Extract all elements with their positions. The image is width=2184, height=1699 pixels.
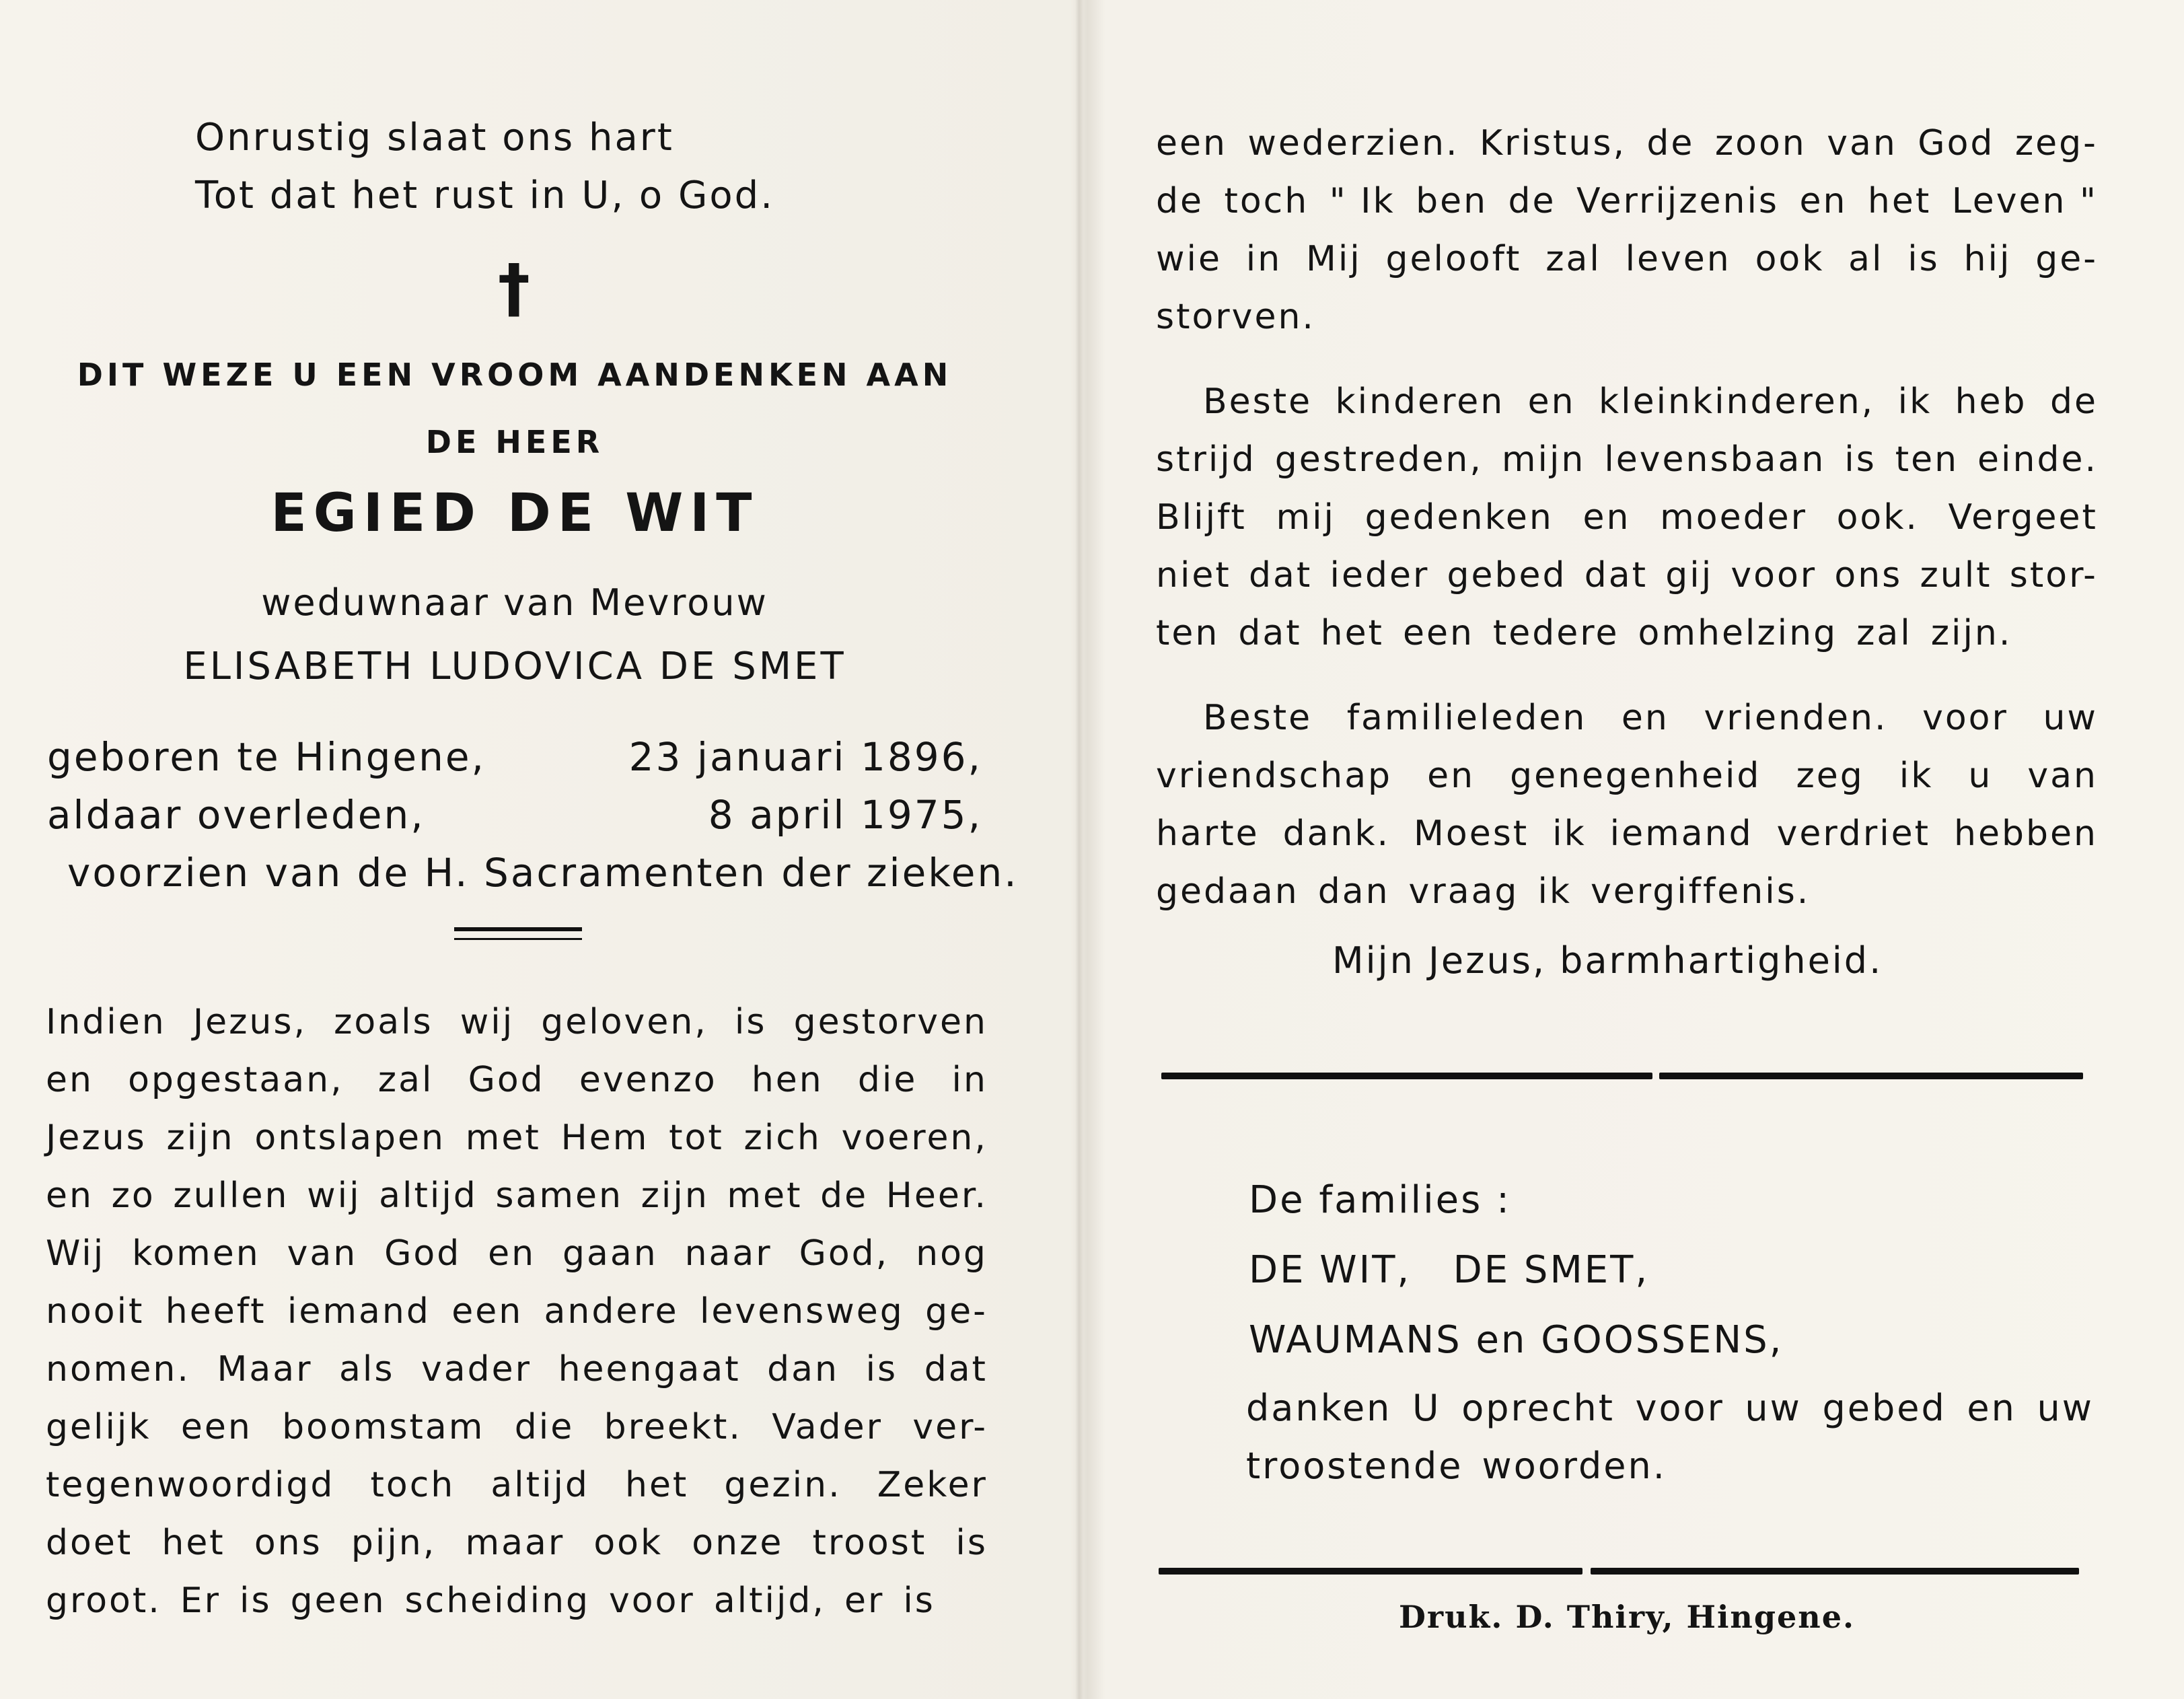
word: ieder [1330,555,1430,595]
paragraph-1 [1156,114,2098,346]
word: een [1156,123,1227,164]
life-dates [47,728,1019,902]
word: strijd [1156,439,1256,480]
word: zo [111,1176,155,1216]
word: omhelzing [1638,613,1838,653]
text-line [46,1167,988,1225]
word: heengaat [558,1349,741,1389]
word: het [161,1523,225,1563]
word: zal [377,1060,434,1100]
word: de [820,1176,869,1216]
text-line [1246,1379,2094,1437]
word: ben [1416,181,1488,221]
word: ten [1156,613,1220,653]
word: wij [307,1176,361,1216]
word: zijn [166,1118,235,1158]
death-label: aldaar overleden, [47,792,425,838]
spouse-name: ELISABETH LUDOVICA DE SMET [183,645,846,688]
word: ik [1552,814,1587,854]
death-row [47,786,982,844]
word: ons [254,1523,322,1563]
word: Heer. [885,1176,988,1216]
word: met [465,1118,541,1158]
word: hebben [1954,814,2098,854]
text-line [46,1225,988,1282]
word: nooit [46,1291,145,1332]
family-names: DE WIT, DE SMET, [1249,1248,1650,1292]
word: voor [1731,555,1817,595]
word: gebed [1822,1387,1946,1429]
birth-row [47,728,982,786]
text-line [1156,373,2098,431]
word: ons [1834,555,1903,595]
word: zullen [173,1176,289,1216]
text-line [46,1340,988,1398]
word: tot [669,1118,724,1158]
word: een [1402,613,1474,653]
word: ook [593,1523,663,1563]
word: ik [1537,871,1572,912]
word: Vergeet [1948,497,2098,538]
text-line [1156,172,2098,230]
word: woorden. [1482,1445,1667,1487]
word: God, [799,1233,889,1274]
word: groot. [46,1581,161,1621]
word: is [734,1002,767,1042]
word: Kristus, [1479,123,1626,164]
word: zijn. [1930,613,2012,653]
text-line [1156,689,2098,747]
paragraph-3 [1156,689,2098,920]
paragraph-2 [1156,373,2098,662]
text-line [1156,805,2098,863]
word: al [1848,239,1884,279]
word: vraag [1408,871,1519,912]
word: levensweg [699,1291,904,1332]
word: vriendschap [1156,756,1393,796]
word: Leven " [1951,181,2098,221]
word: dat [1249,555,1313,595]
birth-date: 23 januari 1896, [628,734,982,780]
word: gedaan [1156,871,1299,912]
text-line [1156,114,2098,172]
word: Jezus [46,1118,147,1158]
word: maar [465,1523,565,1563]
word: God [1918,123,1995,164]
word: nog [916,1233,988,1274]
word: en [1427,756,1476,796]
word: dat [924,1349,988,1389]
word: Indien [46,1002,166,1042]
word: Beste [1203,698,1313,738]
word: altijd [379,1176,478,1216]
deceased-name: EGIED DE WIT [270,483,759,544]
word: ver- [912,1407,988,1447]
word: wederzien. [1247,123,1459,164]
word: mij [1276,497,1336,538]
word: Vader [772,1407,883,1447]
text-line [1156,863,2098,920]
word: ten [1895,439,1959,480]
word: de [1646,123,1695,164]
word: altijd, [713,1581,826,1621]
word: met [727,1176,803,1216]
word: en [488,1233,536,1274]
text-line [46,993,988,1051]
word: zich [743,1118,822,1158]
word: is [903,1581,935,1621]
word: troostende [1246,1445,1463,1487]
word: zal [1856,613,1912,653]
word: levensbaan [1604,439,1826,480]
families-block [1249,1165,1783,1375]
word: uw [2037,1387,2094,1429]
word: ook. [1836,497,1919,538]
word: nomen. [46,1349,190,1389]
divider-rule [1161,1073,1652,1079]
word: en [1621,698,1669,738]
word: gaan [562,1233,658,1274]
word: dat [1238,613,1302,653]
word: tegenwoordigd [46,1465,335,1505]
word: als [339,1349,395,1389]
honorific: DE HEER [425,424,604,460]
word: van [1827,123,1897,164]
word: ge- [925,1291,988,1332]
word: gelooft [1385,239,1522,279]
word: een [451,1291,523,1332]
word: voor [1922,698,2008,738]
word: toch [370,1465,456,1505]
word: die [514,1407,575,1447]
text-line [1156,546,2098,604]
text-line [1156,230,2098,288]
word: zult [1920,555,1992,595]
word: zijn [641,1176,709,1216]
word: hij [1963,239,2012,279]
word: ik [1899,756,1934,796]
word: onze [692,1523,784,1563]
word: iemand [1609,814,1753,854]
word: kinderen [1335,382,1505,422]
word: Jezus, [192,1002,307,1042]
word: " Ik [1329,181,1395,221]
word: genegenheid [1510,756,1761,796]
printer-credit: Druk. D. Thiry, Hingene. [1398,1599,1856,1635]
word: is [865,1349,898,1389]
word: breekt. [604,1407,742,1447]
text-line [1156,747,2098,805]
word: is [1844,439,1877,480]
word: zeg [1796,756,1864,796]
family-names: WAUMANS en GOOSSENS, [1249,1318,1784,1362]
word: het [1867,181,1932,221]
text-line [1246,1437,2094,1495]
word: voor [1635,1387,1724,1429]
word: zoon [1714,123,1807,164]
word: de [2049,382,2098,422]
word: moeder [1660,497,1807,538]
word: uw [1745,1387,1802,1429]
word: dank. [1282,814,1391,854]
sacraments-line: voorzien van de H. Sacramenten der zieken. [67,850,1019,896]
divider-rule [1591,1568,2079,1575]
word: andere [544,1291,679,1332]
widower-line: weduwnaar van Mevrouw [261,581,768,624]
word: U [1412,1387,1441,1429]
word: God [468,1060,545,1100]
word: scheiding [404,1581,591,1621]
double-divider [454,927,582,942]
word: hen [751,1060,824,1100]
text-line [46,1456,988,1514]
word: voor [609,1581,695,1621]
word: vrienden. [1704,698,1888,738]
divider-rule [1159,1568,1582,1575]
text-line [46,1109,988,1167]
word: voeren, [841,1118,988,1158]
cross-icon: † [498,250,530,326]
word: oprecht [1461,1387,1615,1429]
word: naar [684,1233,772,1274]
text-line [46,1514,988,1572]
text-line [46,1572,988,1630]
text-line [1156,604,2098,662]
word: familieleden [1346,698,1587,738]
card-fold [1075,0,1083,1699]
word: en [1527,382,1576,422]
word: komen [132,1233,260,1274]
word: Moest [1414,814,1529,854]
word: gebed [1447,555,1567,595]
word: niet [1156,555,1231,595]
word: doet [46,1523,133,1563]
word: zoals [334,1002,433,1042]
death-date: 8 april 1975, [708,792,982,838]
text-line [1156,288,2098,346]
word: Wij [46,1233,106,1274]
word: ge- [2035,239,2098,279]
word: wij [460,1002,515,1042]
word: zal [1545,239,1601,279]
word: in [951,1060,988,1100]
word: het [1320,613,1384,653]
word: dat [1584,555,1648,595]
word: Blijft [1156,497,1247,538]
word: vergiffenis. [1591,871,1811,912]
word: geloven, [541,1002,708,1042]
text-line [46,1398,988,1456]
word: danken [1246,1387,1392,1429]
word: geen [290,1581,386,1621]
word: troost [812,1523,927,1563]
word: en [1582,497,1631,538]
word: stor- [2009,555,2098,595]
word: gezin. [724,1465,842,1505]
word: wie [1156,239,1222,279]
word: is [955,1523,988,1563]
word: er [844,1581,885,1621]
word: kleinkinderen, [1599,382,1875,422]
word: en [1967,1387,2016,1429]
word: heb [1955,382,2027,422]
word: Verrijzenis [1576,181,1780,221]
word: ook [1755,239,1825,279]
word: is [240,1581,272,1621]
word: gestorven [793,1002,988,1042]
word: zeg- [2014,123,2098,164]
word: storven. [1156,297,1315,337]
divider-rule [1659,1073,2083,1079]
word: pijn, [351,1523,437,1563]
text-line [46,1282,988,1340]
verse-line: Tot dat het rust in U, o God. [195,174,774,217]
word: en [46,1176,94,1216]
word: Er [180,1581,221,1621]
remembrance-heading: DIT WEZE U EEN VROOM AANDENKEN AAN [77,357,953,393]
word: u [1968,756,1993,796]
word: God [384,1233,462,1274]
families-label: De families : [1249,1178,1511,1222]
word: ik [1897,382,1932,422]
word: van [287,1233,358,1274]
word: heeft [165,1291,266,1332]
word: gedenken [1364,497,1554,538]
word: leven [1625,239,1731,279]
word: van [2027,756,2098,796]
word: altijd [490,1465,589,1505]
word: gij [1665,555,1714,595]
word: toch [1224,181,1309,221]
text-line [1156,431,2098,489]
word: samen [495,1176,623,1216]
word: opgestaan, [128,1060,344,1100]
word: dan [1317,871,1390,912]
word: Mij [1305,239,1362,279]
opening-verse [195,109,774,225]
word: gestreden, [1274,439,1483,480]
closing-prayer: Mijn Jezus, barmhartigheid. [1332,939,1883,982]
word: het [624,1465,689,1505]
word: mijn [1501,439,1586,480]
word: evenzo [579,1060,717,1100]
word: in [1245,239,1282,279]
word: einde. [1977,439,2098,480]
word: tedere [1492,613,1619,653]
word: Zeker [877,1465,988,1505]
word: de [1156,181,1204,221]
word: boomstam [282,1407,485,1447]
thanks-text [1246,1379,2094,1495]
left-page [0,0,1083,1699]
word: gelijk [46,1407,151,1447]
word: dan [767,1349,840,1389]
scripture-passage [46,993,988,1630]
word: en [1799,181,1848,221]
word: Hem [560,1118,649,1158]
word: vader [421,1349,532,1389]
word: Beste [1203,382,1313,422]
word: iemand [287,1291,431,1332]
text-line [46,1051,988,1109]
farewell-text [1156,114,2098,920]
word: en [46,1060,94,1100]
word: ontslapen [254,1118,445,1158]
word: verdriet [1776,814,1931,854]
word: een [180,1407,252,1447]
word: harte [1156,814,1260,854]
birth-label: geboren te Hingene, [47,734,486,780]
word: de [1508,181,1556,221]
word: die [857,1060,918,1100]
word: uw [2043,698,2098,738]
text-line [1156,489,2098,546]
word: is [1907,239,1940,279]
word: Maar [217,1349,313,1389]
verse-line: Onrustig slaat ons hart [195,116,674,159]
